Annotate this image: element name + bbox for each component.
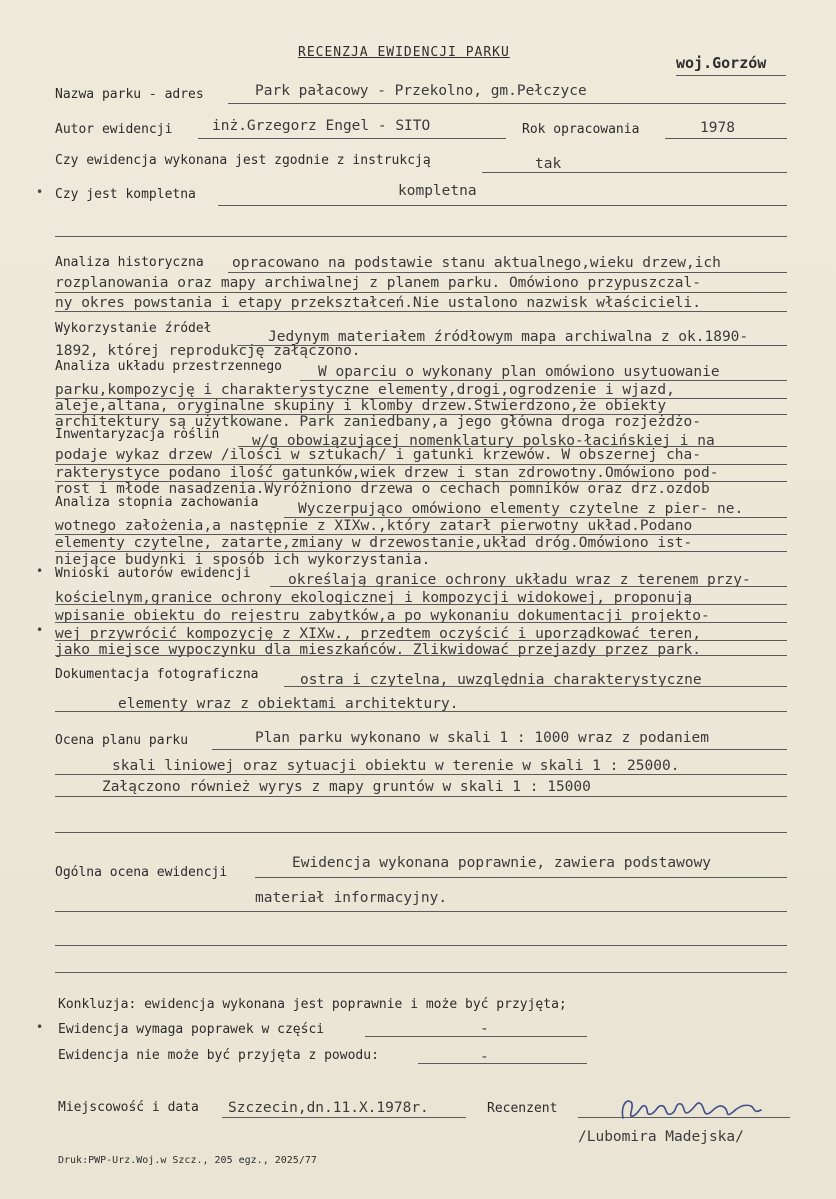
conclusions-line-2: kościelnym,granice ochrony ekologicznej i kompozycji widokowej, proponują: [55, 590, 693, 606]
region-label: woj.Gorzów: [676, 54, 767, 72]
plan-line-1: Plan parku wykonano w skali 1 : 1000 wraz z podaniem: [255, 730, 709, 746]
reviewer-label: Recenzent: [487, 1101, 558, 1116]
overall-line-2: materiał informacyjny.: [255, 890, 448, 906]
park-name-label: Nazwa parku - adres: [55, 87, 204, 102]
place-date-label: Miejscowość i data: [58, 1100, 199, 1115]
reviewer-name: /Lubomira Madejska/: [578, 1129, 744, 1145]
document-title: RECENZJA EWIDENCJI PARKU: [298, 45, 510, 60]
plan-line-3: Załączono również wyrys z mapy gruntów w skali 1 : 15000: [102, 779, 591, 795]
history-line-1: opracowano na podstawie stanu aktualnego,wieku drzew,ich: [232, 255, 721, 271]
sources-label: Wykorzystanie źródeł: [55, 321, 212, 336]
preservation-label: Analiza stopnia zachowania: [55, 495, 259, 510]
not-accepted-label: Ewidencja nie może być przyjęta z powodu:: [58, 1048, 379, 1063]
conclusions-label: Wnioski autorów ewidencji: [55, 566, 251, 581]
sources-line-1: Jedynym materiałem źródłowym mapa archiwalna z ok.1890-: [268, 329, 749, 345]
needs-corrections-value: -: [480, 1021, 489, 1037]
conclusions-line-4: wej przywrócić kompozycję z XIXw., przedtem oczyścić i uporządkować teren,: [55, 626, 702, 642]
form-page: RECENZJA EWIDENCJI PARKU woj.Gorzów Nazwa parku - adres Park pałacowy - Przekolno, gm.Pełczyce Autor ewidencji inż.Grzegorz Engel - SITO Rok opracowania 1978 Czy ewidencja wykonana jest zgodnie z instrukcją tak • Czy jest kompletna kompletna Analiza historyczna opracowano na podstawie stanu aktualnego,wieku drzew,ich rozplanowania oraz mapy archiwalnej z planem parku. Omówiono przypuszczal- ny okres powstania i etapy przekształceń.Nie ustalono nazwisk właścicieli. Wykorzystanie źródeł Jedynym materiałem źródłowym mapa archiwalna z ok.1890- 1892, której reprodukcję załączono. Analiza układu przestrzennego W oparciu o wykonany plan omówiono usytuowanie parku,kompozycję i charakterystyczne elementy,drogi,ogrodzenie i wjazd, aleje,altana, oryginalne skupiny i klomby drzew.Stwierdzono,że obiekty architektury są użytkowane. Park zaniedbany,a jego główna droga rozjeżdżo- Inwentaryzacja roślin w/g obowiązującej nomenklatury polsko-łacińskiej i na podaje wykaz drzew /ilości w sztukach/ i gatunki krzewów. W obszernej cha- rakterystyce podano ilość gatunków,wiek drzew i stan zdrowotny.Omówiono pod- rost i młode nasadzenia.Wyróżniono drzewa o cechach pomników oraz drz.ozdob Analiza stopnia zachowania Wyczerpująco omówiono elementy czytelne z pier- ne. wotnego założenia,a następnie z XIXw.,który zatarł pierwotny układ.Podano elementy czytelne, zatarte,zmiany w drzewostanie,układ dróg.Omówiono ist- niejące budynki i sposób ich wykorzystania. • Wnioski autorów ewidencji określają granice ochrony układu wraz z terenem przy- kościelnym,granice ochrony ekologicznej i kompozycji widokowej, proponują wpisanie obiektu do rejestru zabytków,a po wykonaniu dokumentacji projekto- • wej przywrócić kompozycję z XIXw., przedtem oczyścić i uporządkować teren, jako miejsce wypoczynku dla mieszkańców. Zlikwidować przejazdy przez park. Dokumentacja fotograficzna ostra i czytelna, uwzględnia charakterystyczne elementy wraz z obiektami architektury. Ocena planu parku Plan parku wykonano w skali 1 : 1000 wraz z podaniem skali liniowej oraz sytuacji obiektu w terenie w skali 1 : 25000. Załączono również wyrys z mapy gruntów w skali 1 : 15000 Ogólna ocena ewidencji Ewidencja wykonana poprawnie, zawiera podstawowy materiał informacyjny. Konkluzja: ewidencja wykonana jest poprawnie i może być przyjęta; • Ewidencja wymaga poprawek w części - Ewidencja nie może być przyjęta z powodu: - Miejscowość i data Szczecin,dn.11.X.1978r. Recenzent /Lubomira Madejska/ Druk:PWP-Urz.Woj.w Szcz., 205 egz., 2025/77: [0, 0, 836, 1199]
sources-line-2: 1892, której reprodukcję załączono.: [55, 343, 361, 359]
history-line-2: rozplanowania oraz mapy archiwalnej z planem parku. Omówiono przypuszczal-: [55, 275, 702, 291]
place-date-value: Szczecin,dn.11.X.1978r.: [228, 1100, 429, 1116]
park-name-value: Park pałacowy - Przekolno, gm.Pełczyce: [255, 83, 587, 99]
photo-doc-line-2: elementy wraz z obiektami architektury.: [118, 696, 459, 712]
plan-line-2: skali liniowej oraz sytuacji obiektu w terenie w skali 1 : 25000.: [112, 758, 680, 774]
inventory-line-1: w/g obowiązującej nomenklatury polsko-łacińskiej i na: [252, 433, 715, 449]
inventory-label: Inwentaryzacja roślin: [55, 427, 220, 442]
plan-review-label: Ocena planu parku: [55, 733, 189, 748]
conclusions-line-5: jako miejsce wypoczynku dla mieszkańców. Zlikwidować przejazdy przez park.: [55, 642, 702, 658]
layout-line-3: aleje,altana, oryginalne skupiny i klomby drzew.Stwierdzono,że obiekty: [55, 398, 667, 414]
photo-doc-label: Dokumentacja fotograficzna: [55, 667, 259, 682]
preservation-line-4: niejące budynki i sposób ich wykorzystania.: [55, 552, 431, 568]
history-analysis-label: Analiza historyczna: [55, 255, 204, 270]
author-label: Autor ewidencji: [55, 122, 173, 137]
inventory-line-2: podaje wykaz drzew /ilości w sztukach/ i gatunki krzewów. W obszernej cha-: [55, 447, 702, 463]
year-label: Rok opracowania: [522, 122, 640, 137]
layout-line-2: parku,kompozycję i charakterystyczne elementy,drogi,ogrodzenie i wjazd,: [55, 382, 675, 398]
history-line-3: ny okres powstania i etapy przekształceń.Nie ustalono nazwisk właścicieli.: [55, 295, 702, 311]
photo-doc-line-1: ostra i czytelna, uwzględnia charakterystyczne: [300, 672, 702, 688]
compliance-label: Czy ewidencja wykonana jest zgodnie z instrukcją: [55, 153, 431, 168]
layout-line-1: W oparciu o wykonany plan omówiono usytuowanie: [318, 364, 720, 380]
preservation-line-2: wotnego założenia,a następnie z XIXw.,który zatarł pierwotny układ.Podano: [55, 518, 693, 534]
not-accepted-value: -: [480, 1049, 489, 1065]
preservation-line-3: elementy czytelne, zatarte,zmiany w drzewostanie,układ dróg.Omówiono ist-: [55, 535, 693, 551]
inventory-line-3: rakterystyce podano ilość gatunków,wiek drzew i stan zdrowotny.Omówiono pod-: [55, 465, 719, 481]
conclusions-line-3: wpisanie obiektu do rejestru zabytków,a po wykonaniu dokumentacji projekto-: [55, 608, 710, 624]
print-info: Druk:PWP-Urz.Woj.w Szcz., 205 egz., 2025/77: [58, 1155, 317, 1166]
complete-value: kompletna: [398, 183, 477, 199]
needs-corrections-label: Ewidencja wymaga poprawek w części: [58, 1022, 325, 1037]
inventory-line-4: rost i młode nasadzenia.Wyróżniono drzewa o cechach pomników oraz drz.ozdob: [55, 481, 710, 497]
layout-line-4: architektury są użytkowane. Park zaniedbany,a jego główna droga rozjeżdżo-: [55, 414, 702, 430]
year-value: 1978: [700, 120, 735, 136]
conclusion-accepted: Konkluzja: ewidencja wykonana jest poprawnie i może być przyjęta;: [58, 997, 567, 1012]
layout-analysis-label: Analiza układu przestrzennego: [55, 359, 282, 374]
author-value: inż.Grzegorz Engel - SITO: [212, 118, 431, 134]
complete-label: Czy jest kompletna: [55, 187, 196, 202]
overall-review-label: Ogólna ocena ewidencji: [55, 865, 228, 880]
reviewer-signature: [615, 1092, 775, 1126]
conclusions-line-1: określają granice ochrony układu wraz z terenem przy-: [288, 572, 751, 588]
preservation-line-1: Wyczerpująco omówiono elementy czytelne z pier- ne.: [298, 501, 744, 517]
overall-line-1: Ewidencja wykonana poprawnie, zawiera podstawowy: [292, 855, 712, 871]
compliance-value: tak: [535, 156, 562, 172]
